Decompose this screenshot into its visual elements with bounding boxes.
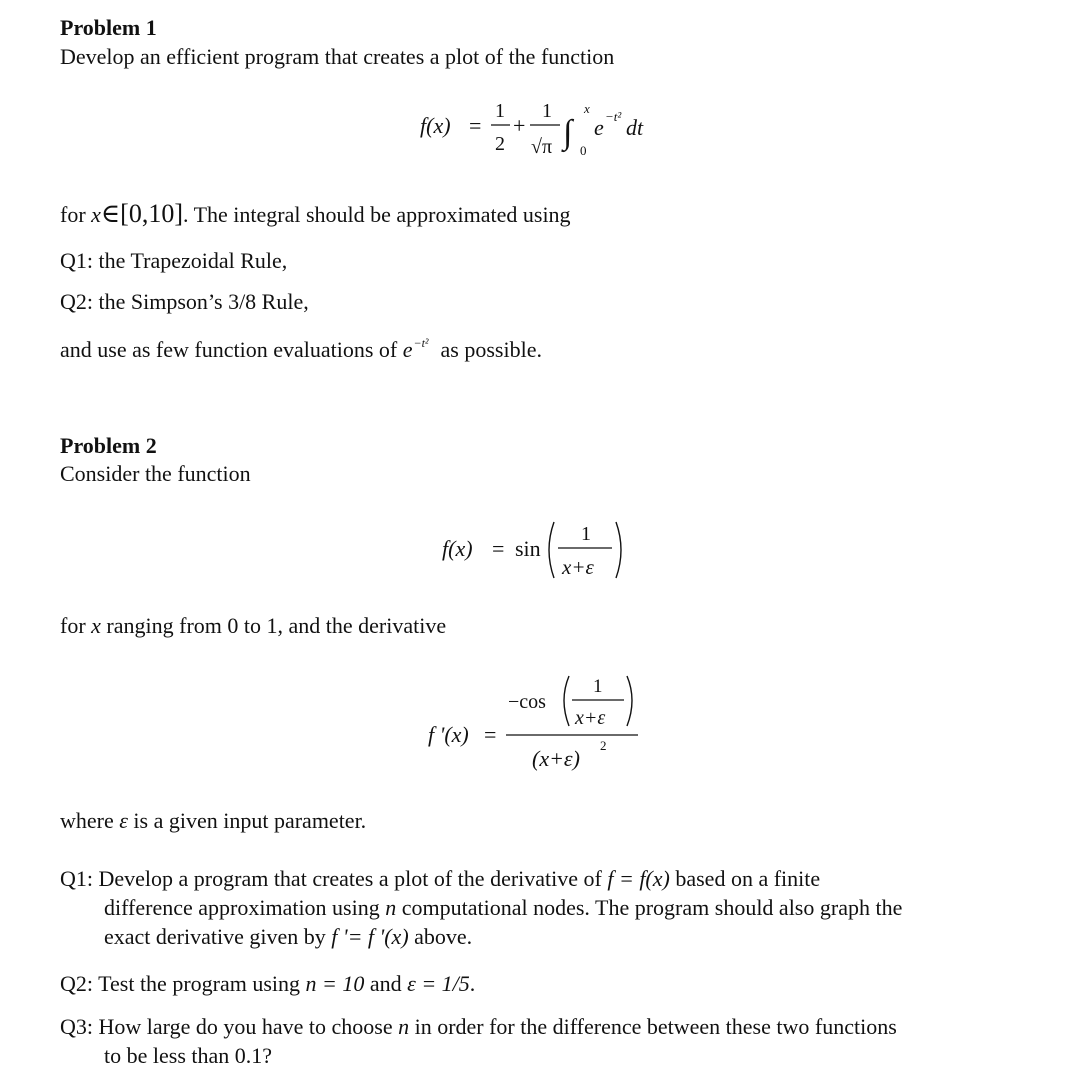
q1-line2: [60, 893, 902, 922]
q1-math2: f '= f '(x): [331, 924, 409, 949]
domain-suffix: . The integral should be approximated using: [182, 202, 571, 227]
closing-prefix: and use as few function evaluations of: [60, 337, 398, 362]
eq2-num: 1: [581, 523, 591, 545]
problem1-equation: [420, 95, 680, 167]
range-var: x: [91, 613, 101, 638]
eq1-integral: ∫: [563, 114, 573, 151]
problem1-q2: Q2: the Simpson’s 3/8 Rule,: [60, 289, 309, 314]
q3-line2: to be less than 0.1?: [104, 1043, 273, 1068]
problem1-intro: Develop an efficient program that creates a plot of the function: [60, 44, 615, 69]
q1-line1-a: Q1: Develop a program that creates a plot of the derivative of: [60, 866, 602, 891]
q3-line1-b: in order for the difference between these two functions: [414, 1014, 897, 1039]
eq1-upper-limit: x: [584, 101, 590, 116]
where-suffix: is a given input parameter.: [133, 808, 367, 833]
problem1-closing: [60, 336, 542, 363]
q1-line2-a: difference approximation using: [104, 895, 380, 920]
closing-base: e: [402, 337, 413, 362]
eq2-equals: =: [492, 536, 505, 561]
eq3-right-paren: [627, 676, 632, 726]
q2-math1: n = 10: [305, 971, 365, 996]
range-suffix: ranging from 0 to 1, and the derivative: [106, 613, 447, 638]
where-var: ε: [119, 808, 128, 833]
eq1-frac2-num: 1: [542, 100, 552, 122]
problem2-equation-f: [442, 516, 642, 586]
q2-end: .: [469, 971, 476, 996]
eq2-lhs: f(x): [442, 536, 473, 561]
problem2-q3: [60, 1012, 897, 1070]
problem1-q1: Q1: the Trapezoidal Rule,: [60, 248, 288, 273]
eq1-plus: +: [513, 113, 526, 138]
q1-line3: [60, 922, 902, 951]
closing-exp: −t²: [413, 336, 429, 350]
q1-line1-b: based on a finite: [675, 866, 821, 891]
problem2-intro: Consider the function: [60, 461, 251, 486]
where-prefix: where: [60, 808, 114, 833]
problem1-domain-line: [60, 199, 571, 229]
eq1-equals: =: [469, 113, 482, 138]
eq3-inner-den: x+ε: [575, 707, 606, 729]
problem2-where-line: [60, 808, 366, 834]
eq1-frac2-den: √π: [531, 136, 553, 158]
eq3-inner-num: 1: [593, 676, 603, 697]
eq2-den: x+ε: [562, 555, 594, 579]
q1-math: f = f(x): [607, 866, 670, 891]
q3-line1-a: Q3: How large do you have to choose: [60, 1014, 393, 1039]
problem2-range-line: [60, 613, 446, 639]
q1-line3-a: exact derivative given by: [104, 924, 326, 949]
eq2-sin: sin: [515, 536, 541, 561]
problem2-q2: [60, 971, 475, 997]
eq1-lower-limit: 0: [580, 143, 587, 158]
eq2-left-paren: [549, 522, 554, 578]
eq2-right-paren: [616, 522, 621, 578]
eq1-lhs: f(x): [420, 113, 451, 138]
q1-n: n: [385, 895, 397, 920]
eq1-integrand-exp: −t²: [605, 109, 622, 124]
q1-line2-b: computational nodes. The program should also graph the: [401, 895, 903, 920]
eq1-frac1-den: 2: [495, 133, 505, 155]
closing-suffix: as possible.: [440, 337, 542, 362]
eq3-equals: =: [484, 722, 497, 747]
q2-and: and: [369, 971, 402, 996]
domain-prefix: for: [60, 202, 86, 227]
domain-set: ∈[0,10]: [100, 199, 183, 228]
problem2-equation-fprime: [428, 672, 648, 782]
q1-line1: [60, 866, 820, 891]
eq3-neg-cos: −cos: [508, 691, 546, 713]
q3-line1: [60, 1014, 897, 1039]
range-prefix: for: [60, 613, 86, 638]
q2-a: Q2: Test the program using: [60, 971, 301, 996]
eq3-left-paren: [564, 676, 569, 726]
domain-var: x: [91, 202, 101, 227]
q3-n: n: [398, 1014, 410, 1039]
eq3-lhs: f '(x): [428, 722, 469, 747]
eq1-frac1-num: 1: [495, 100, 505, 122]
q1-line3-b: above.: [414, 924, 473, 949]
problem2-heading: Problem 2: [60, 433, 157, 458]
eq1-integrand-base: e: [594, 115, 604, 140]
eq1-dt: dt: [626, 115, 644, 140]
problem1-heading: Problem 1: [60, 15, 157, 40]
eq3-denom: (x+ε): [532, 746, 580, 771]
eq3-denom-exp: 2: [600, 738, 607, 753]
q2-math2: ε = 1/5: [407, 971, 470, 996]
problem2-q1: [60, 864, 902, 951]
